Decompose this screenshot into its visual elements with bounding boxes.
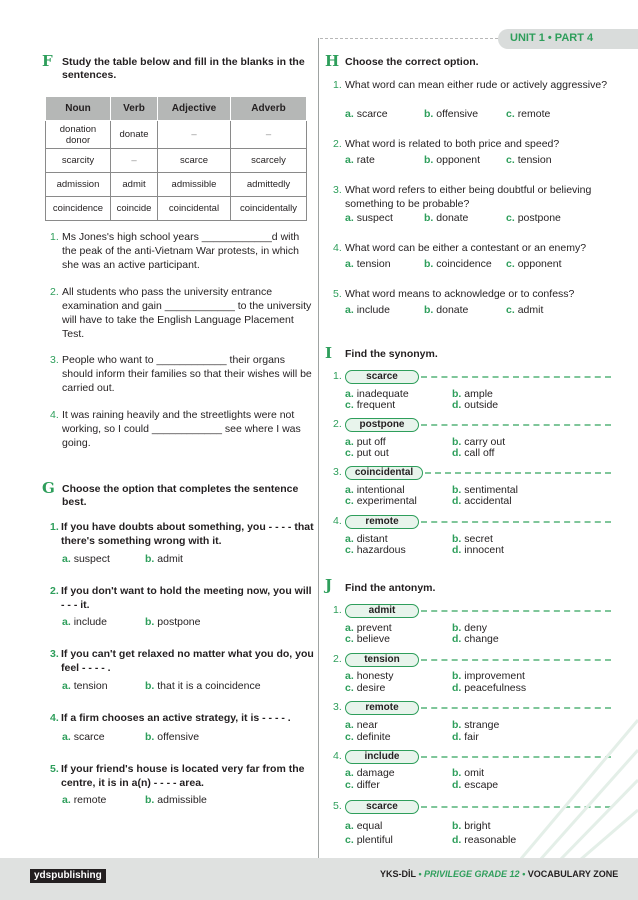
item-number: 1. [333,604,342,616]
f-item-2 [50,285,312,341]
g-item-2 [50,584,314,612]
j4-option-b[interactable]: b. omit [452,767,485,779]
table-row [46,173,307,197]
g-item-5 [50,762,314,790]
j3-option-b[interactable]: b. strange [452,719,500,731]
i4-option-d[interactable]: d. innocent [452,544,504,556]
i2-option-c[interactable]: c. put out [345,447,389,459]
h-item-1 [333,78,613,92]
header-rule [320,38,498,39]
table-cell: – [158,121,231,149]
section-i-instruction: Find the synonym. [345,348,438,360]
item-number: 4. [50,712,59,724]
i3-option-c[interactable]: c. experimental [345,495,417,507]
dashed-line [421,376,611,378]
unit-tab: UNIT 1 • PART 4 [498,29,638,49]
h5-option-c[interactable]: c. admit [506,304,544,316]
g1-option-b[interactable]: b. admit [145,553,183,565]
f-item-text: People who want to ____________ their organs should inform their families so that their wishes will be carried out. [62,354,312,394]
h4-option-a[interactable]: a. tension [345,258,391,270]
item-number: 1. [333,79,342,91]
h3-option-c[interactable]: c. postpone [506,212,561,224]
j1-option-a[interactable]: a. prevent [345,622,392,634]
item-number: 1. [333,370,342,382]
item-number: 1. [50,521,59,533]
item-number: 5. [50,763,59,775]
word-pill: coincidental [345,466,423,480]
h2-option-b[interactable]: b. opponent [424,154,481,166]
section-i-letter: I [325,344,333,362]
j2-option-c[interactable]: c. desire [345,682,386,694]
g-item-4 [50,711,314,725]
i4-option-c[interactable]: c. hazardous [345,544,406,556]
table-cell: admissible [158,173,231,197]
item-number: 4. [333,242,342,254]
item-number: 4. [333,750,342,762]
g-item-text: If you don't want to hold the meeting now, you will - - - it. [61,585,312,611]
table-row [46,121,307,149]
table-cell: scarcity [46,149,111,173]
corner-stripes-decoration [520,620,638,860]
g-item-1 [50,520,314,548]
g5-option-a[interactable]: a. remote [62,794,107,806]
g2-option-b[interactable]: b. postpone [145,616,201,628]
table-cell: donate [111,121,158,149]
item-number: 2. [333,138,342,150]
section-f-instruction: Study the table below and fill in the blanks in the sentences. [62,56,305,81]
h2-option-c[interactable]: c. tension [506,154,552,166]
table-cell: admit [111,173,158,197]
item-number: 5. [333,288,342,300]
h-item-text: What word can mean either rude or actively aggressive? [345,79,608,91]
j3-option-c[interactable]: c. definite [345,731,391,743]
item-number: 3. [333,184,342,196]
j5-option-a[interactable]: a. equal [345,820,383,832]
word-pill: admit [345,604,419,618]
h4-option-b[interactable]: b. coincidence [424,258,492,270]
h-item-text: What word can be either a contestant or an enemy? [345,242,587,254]
h1-option-a[interactable]: a. scarce [345,108,388,120]
item-number: 1. [50,231,59,243]
i4-option-b[interactable]: b. secret [452,533,493,545]
footer-bullet: • [418,869,422,879]
table-cell: coincidence [46,197,111,221]
j4-option-c[interactable]: c. differ [345,779,380,791]
table-cell: coincide [111,197,158,221]
h-item-2 [333,137,613,151]
table-header-verb: Verb [111,97,158,121]
word-pill: remote [345,515,419,529]
item-number: 3. [50,354,59,366]
h1-option-c[interactable]: c. remote [506,108,551,120]
item-number: 3. [333,701,342,713]
h-item-3 [333,183,618,211]
footer-series: PRIVILEGE GRADE 12 [424,869,520,879]
j2-option-a[interactable]: a. honesty [345,670,394,682]
table-header-adjective: Adjective [158,97,231,121]
dashed-line [421,424,611,426]
footer-text [380,869,618,879]
dashed-line [421,521,611,523]
j5-option-c[interactable]: c. plentiful [345,834,393,846]
g-item-text: If you can't get relaxed no matter what you do, you feel - - - - . [61,648,314,674]
g5-option-b[interactable]: b. admissible [145,794,207,806]
j3-option-d[interactable]: d. fair [452,731,479,743]
footer-book: VOCABULARY ZONE [527,869,619,879]
word-pill: remote [345,701,419,715]
g-item-text: If you have doubts about something, you - - - - that there's something wrong with it. [61,521,314,547]
f-item-text: All students who pass the university entrance examination and gain ____________ to the university will have to take the English Language Placement Test. [62,286,312,340]
table-cell: scarce [158,149,231,173]
j1-option-d[interactable]: d. change [452,633,499,645]
dashed-line [425,472,611,474]
i3-option-b[interactable]: b. sentimental [452,484,518,496]
section-j-letter: J [325,576,333,594]
section-f-letter: F [42,52,53,70]
item-number: 4. [50,409,59,421]
table-cell: coincidental [158,197,231,221]
table-header-noun: Noun [46,97,111,121]
word-pill: scarce [345,800,419,814]
section-h-instruction: Choose the correct option. [345,56,479,68]
i3-option-d[interactable]: d. accidental [452,495,512,507]
h3-option-b[interactable]: b. donate [424,212,469,224]
i4-option-a[interactable]: a. distant [345,533,388,545]
item-number: 2. [333,418,342,430]
f-item-1 [50,230,312,272]
j2-option-d[interactable]: d. peacefulness [452,682,527,694]
h2-option-a[interactable]: a. rate [345,154,375,166]
g-item-text: If a firm chooses an active strategy, it is - - - - . [61,712,291,724]
f-item-4 [50,408,312,450]
i1-option-a[interactable]: a. inadequate [345,388,409,400]
f-item-text: Ms Jones's high school years ____________d with the peak of the anti-Vietnam War protests, in which she was an active participant. [62,231,300,271]
word-pill: postpone [345,418,419,432]
table-row [46,149,307,173]
section-h-letter: H [325,52,340,70]
i2-option-d[interactable]: d. call off [452,447,495,459]
i2-option-b[interactable]: b. carry out [452,436,506,448]
j2-option-b[interactable]: b. improvement [452,670,525,682]
h-item-text: What word means to acknowledge or to confess? [345,288,575,300]
j4-option-a[interactable]: a. damage [345,767,395,779]
section-g-instruction: Choose the option that completes the sentence best. [62,483,299,508]
j5-option-d[interactable]: d. reasonable [452,834,517,846]
item-number: 2. [50,286,59,298]
table-row [46,197,307,221]
j5-option-b[interactable]: b. bright [452,820,491,832]
table-cell: admission [46,173,111,197]
table-header-adverb: Adverb [231,97,307,121]
item-number: 5. [333,800,342,812]
h-item-5 [333,287,618,301]
g-item-text: If your friend's house is located very far from the centre, it is in a(n) - - - - area. [61,763,305,789]
f-item-3 [50,353,312,395]
column-divider [318,38,319,858]
g3-option-a[interactable]: a. tension [62,680,108,692]
table-cell: – [231,121,307,149]
j4-option-d[interactable]: d. escape [452,779,499,791]
section-j-instruction: Find the antonym. [345,582,436,594]
g-item-3 [50,647,314,675]
h5-option-b[interactable]: b. donate [424,304,469,316]
word-forms-table [45,96,307,221]
table-cell: admittedly [231,173,307,197]
item-number: 3. [333,466,342,478]
table-cell: scarcely [231,149,307,173]
word-pill: tension [345,653,419,667]
item-number: 2. [333,653,342,665]
dashed-line [421,610,611,612]
h5-option-a[interactable]: a. include [345,304,390,316]
item-number: 4. [333,515,342,527]
j1-option-b[interactable]: b. deny [452,622,488,634]
table-cell: coincidentally [231,197,307,221]
item-number: 2. [50,585,59,597]
h-item-text: What word is related to both price and speed? [345,138,560,150]
g3-option-b[interactable]: b. that it is a coincidence [145,680,261,692]
h-item-4 [333,241,618,255]
i1-option-d[interactable]: d. outside [452,399,499,411]
footer-exam: YKS-DİL [380,869,416,879]
h-item-text: What word refers to either being doubtful or believing something to be probable? [345,184,592,210]
publisher-logo: ydspublishing [30,869,106,883]
item-number: 3. [50,648,59,660]
word-pill: scarce [345,370,419,384]
table-cell: – [111,149,158,173]
g4-option-b[interactable]: b. offensive [145,731,200,743]
footer-bullet: • [522,869,526,879]
table-cell: donation donor [46,121,111,149]
g1-option-a[interactable]: a. suspect [62,553,110,565]
i3-option-a[interactable]: a. intentional [345,484,405,496]
i2-option-a[interactable]: a. put off [345,436,386,448]
word-pill: include [345,750,419,764]
i1-option-b[interactable]: b. ample [452,388,493,400]
h4-option-c[interactable]: c. opponent [506,258,562,270]
f-item-text: It was raining heavily and the streetlights were not working, so I could ____________ see where I was going. [62,409,301,449]
h3-option-a[interactable]: a. suspect [345,212,393,224]
h1-option-b[interactable]: b. offensive [424,108,479,120]
j1-option-c[interactable]: c. believe [345,633,390,645]
i1-option-c[interactable]: c. frequent [345,399,396,411]
j3-option-a[interactable]: a. near [345,719,378,731]
g2-option-a[interactable]: a. include [62,616,107,628]
section-g-letter: G [42,479,55,497]
g4-option-a[interactable]: a. scarce [62,731,105,743]
